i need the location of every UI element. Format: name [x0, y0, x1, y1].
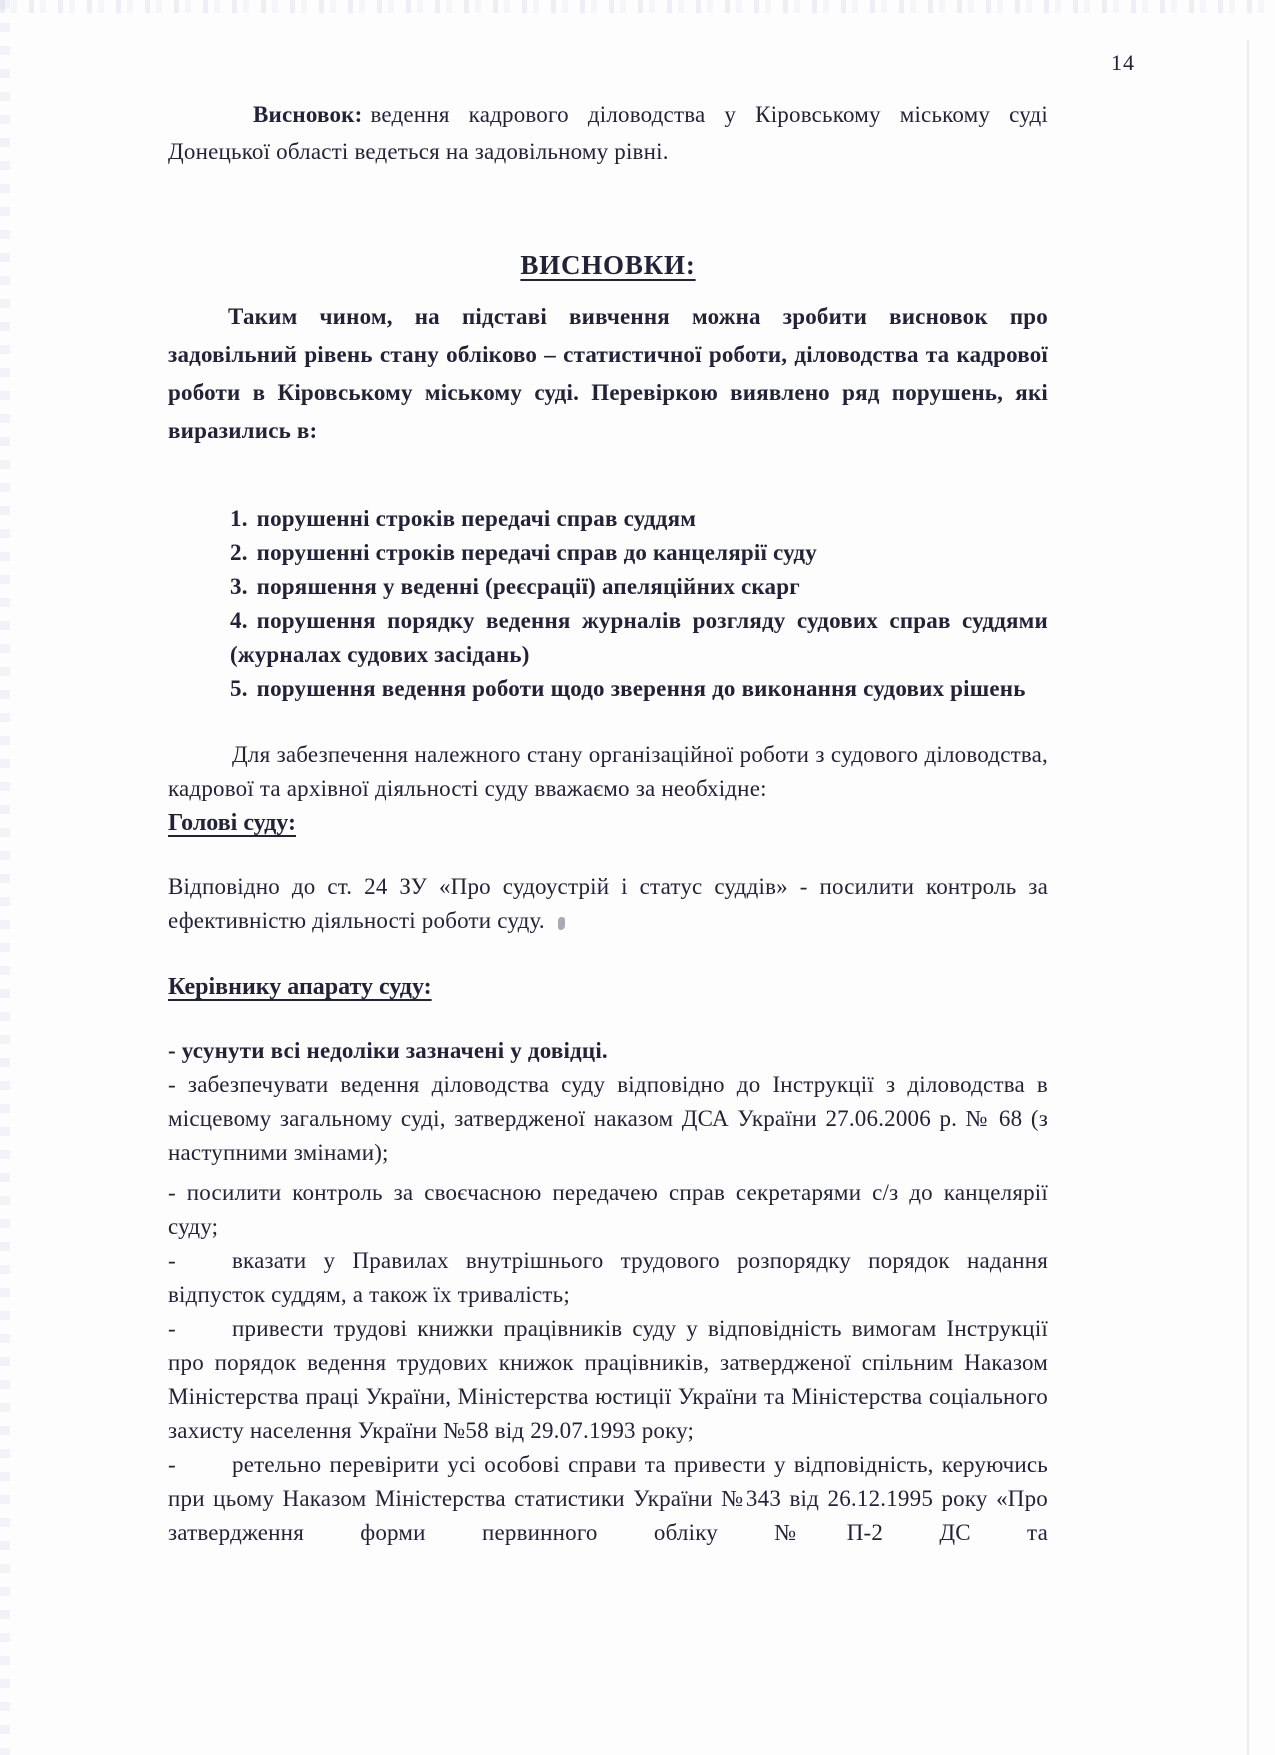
necessity-paragraph: Для забезпечення належного стану організаційної роботи з судового діловодства, кадрової та архівної діяльності суду вважаємо за необхідне:	[168, 742, 1048, 801]
head-of-court-paragraph	[168, 870, 1048, 938]
list-item-number: 5.	[230, 676, 248, 701]
list-item	[230, 672, 1048, 706]
instruction-item	[168, 1448, 1048, 1550]
list-item-number: 3.	[230, 574, 248, 599]
violations-list	[230, 502, 1048, 706]
list-item	[230, 570, 1048, 604]
dash-marker: -	[168, 1316, 176, 1341]
document-body	[168, 0, 1048, 1550]
instruction-text: ретельно перевірити усі особові справи та привести у відповідність, керуючись при цьому Наказом Міністерства статистики України №343 від 26.12.1995 року «Про затвердження форми первинного обліку №П-2 ДС та	[168, 1452, 1048, 1545]
list-item	[230, 502, 1048, 536]
list-item	[230, 536, 1048, 570]
list-item-text: порушенні строків передачі справ суддям	[256, 506, 697, 531]
head-of-court-text: Відповідно до ст. 24 ЗУ «Про судоустрій і статус суддів» - посилити контроль за ефективністю діяльності роботи суду.	[168, 874, 1048, 933]
scan-edge-artifact	[1247, 40, 1249, 1755]
scan-noise-artifact	[0, 0, 10, 1755]
instruction-text: вказати у Правилах внутрішнього трудового розпорядку порядок надання відпусток суддям, а також їх тривалість;	[168, 1248, 1048, 1307]
dash-marker: -	[168, 1248, 176, 1273]
list-item	[230, 604, 1048, 672]
section-heading: ВИСНОВКИ:	[520, 250, 696, 280]
list-item-number: 1.	[230, 506, 248, 531]
summary-paragraph: Таким чином, на підставі вивчення можна зробити висновок про задовільний рівень стану обліково – статистичної роботи, діловодства та кадрової роботи в Кіровському міському суді. Перевіркою виявлено ряд порушень, які виразились в:	[168, 304, 1048, 443]
conclusion-text: ведення кадрового діловодства у Кіровському міському суді Донецької області ведеться на задовільному рівні.	[168, 102, 1048, 164]
conclusion-paragraph	[168, 96, 1048, 170]
page-number: 14	[1111, 50, 1135, 75]
list-item-number: 4.	[230, 608, 248, 633]
instruction-text: привести трудові книжки працівників суду у відповідність вимогам Інструкції про порядок ведення трудових книжок працівників, затвердженої спільним Наказом Міністерства праці України, Міністерства юстиції України та Міністерства соціального захисту населення України №58 від 29.07.1993 року;	[168, 1316, 1048, 1443]
conclusion-label: Висновок:	[253, 102, 363, 127]
list-item-number: 2.	[230, 540, 248, 565]
list-item-text: порушенні строків передачі справ до канцелярії суду	[256, 540, 817, 565]
instruction-item: - забезпечувати ведення діловодства суду відповідно до Інструкції з діловодства в місцевому загальному суді, затвердженої наказом ДСА України 27.06.2006 р. № 68 (з наступними змінами);	[168, 1072, 1048, 1165]
ink-speck	[558, 917, 565, 930]
instruction-item: - посилити контроль за своєчасною передачею справ секретарями с/з до канцелярії суду;	[168, 1180, 1048, 1239]
head-of-court-heading: Голові суду:	[168, 810, 296, 836]
instruction-item: - усунути всі недоліки зазначені у довідці.	[168, 1038, 608, 1063]
instruction-item	[168, 1312, 1048, 1448]
dash-marker: -	[168, 1452, 176, 1477]
chief-of-staff-heading: Керівнику апарату суду:	[168, 974, 432, 1000]
list-item-text: порушення ведення роботи щодо зверення до виконання судових рішень	[256, 676, 1026, 701]
list-item-text: поряшення у веденні (реєсрації) апеляційних скарг	[256, 574, 800, 599]
instruction-item	[168, 1244, 1048, 1312]
list-item-text: порушення порядку ведення журналів розгляду судових справ суддями (журналах судових засідань)	[230, 608, 1048, 667]
